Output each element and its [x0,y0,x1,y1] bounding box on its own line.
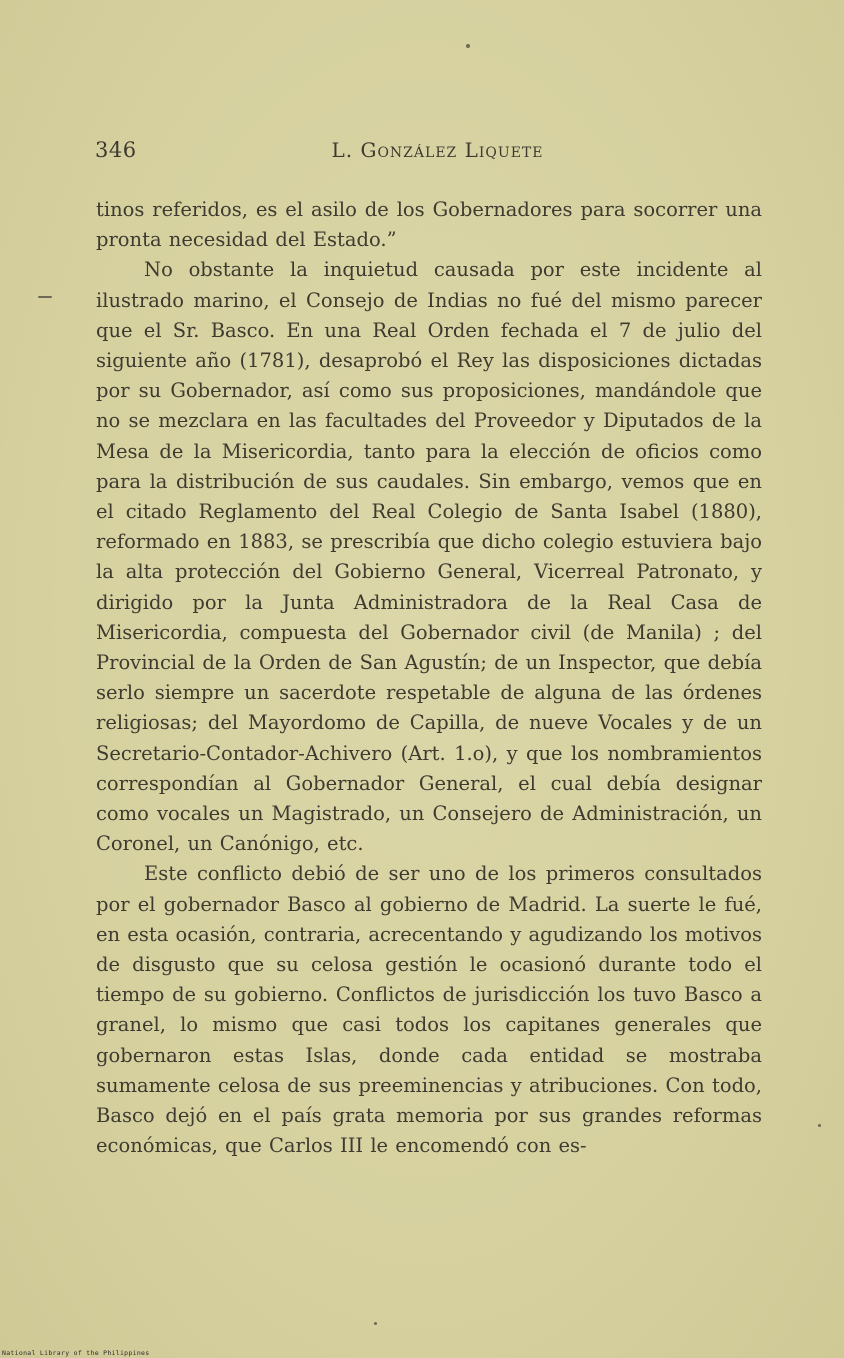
paragraph-continuation: tinos referidos, es el asilo de los Gobernadores para socorrer una pronta necesidad del Estado.” [96,198,762,252]
footer-credit: National Library of the Philippines [2,1349,150,1357]
scan-speck [38,296,52,298]
page-header [95,138,795,172]
scan-speck [818,1124,821,1127]
page-number: 346 [95,138,137,162]
paragraph: Este conflicto debió de ser uno de los primeros consultados por el gobernador Basco al gobierno de Madrid. La suerte le fué, en esta ocasión, contraria, acrecentando y agudizando los motivos de disgusto que su celosa gestión le ocasionó durante todo el tiempo de su gobierno. Conflictos de jurisdicción los tuvo Basco a granel, lo mismo que casi todos los capitanes generales que gobernaron estas Islas, donde cada entidad se mostraba sumamente celosa de sus preeminencias y atribuciones. Con todo, Basco dejó en el país grata memoria por sus grandes reformas económicas, que Carlos III le encomendó con es- [96,862,762,1158]
scan-speck [466,44,470,48]
body-text [96,195,762,1162]
paragraph: No obstante la inquietud causada por este incidente al ilustrado marino, el Consejo de Indias no fué del mismo parecer que el Sr. Basco. En una Real Orden fechada el 7 de julio del siguiente año (1781), desaprobó el Rey las disposiciones dictadas por su Gobernador, así como sus proposiciones, mandándole que no se mezclara en las facultades del Proveedor y Diputados de la Mesa de la Misericordia, tanto para la elección de oficios como para la distribución de sus caudales. Sin embargo, vemos que en el citado Reglamento del Real Colegio de Santa Isabel (1880), reformado en 1883, se prescribía que dicho colegio estuviera bajo la alta protección del Gobierno General, Vicerreal Patronato, y dirigido por la Junta Administradora de la Real Casa de Misericordia, compuesta del Gobernador civil (de Manila) ; del Provincial de la Orden de San Agustín; de un Inspector, que debía serlo siempre un sacerdote respetable de alguna de las órdenes religiosas; del Mayordomo de Capilla, de nueve Vocales y de un Secretario-Contador-Achivero (Art. 1.o), y que los nombramientos correspondían al Gobernador General, el cual debía designar como vocales un Magistrado, un Consejero de Administración, un Coronel, un Canónigo, etc. [96,258,762,856]
scan-speck [374,1322,377,1325]
running-head: L. González Liquete [331,138,544,162]
